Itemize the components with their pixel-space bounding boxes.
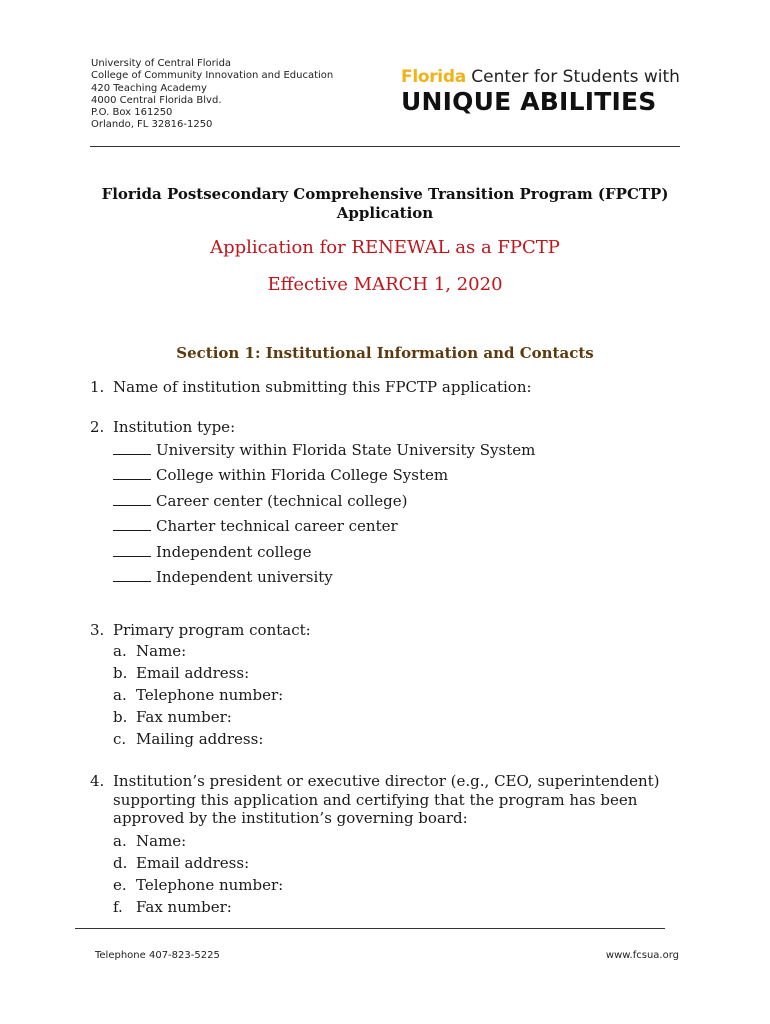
logo-unique-abilities: UNIQUE ABILITIES xyxy=(401,87,657,116)
institution-type-option[interactable] xyxy=(113,542,312,562)
effective-date: Effective MARCH 1, 2020 xyxy=(267,274,503,295)
question-text-line: supporting this application and certifying that the program has been xyxy=(113,790,638,809)
contact-field[interactable] xyxy=(113,729,263,749)
option-label: Independent college xyxy=(156,543,312,561)
question-number: 4. xyxy=(90,772,105,790)
checkbox-blank[interactable] xyxy=(113,440,151,455)
question-4 xyxy=(90,772,690,828)
header-divider xyxy=(90,146,680,147)
question-text: Primary program contact: xyxy=(113,621,311,639)
contact-field[interactable] xyxy=(113,685,283,705)
field-label: Email address: xyxy=(136,854,250,872)
field-label: Telephone number: xyxy=(136,686,284,704)
item-letter: f. xyxy=(113,898,123,916)
item-letter: d. xyxy=(113,854,128,872)
checkbox-blank[interactable] xyxy=(113,567,151,582)
field-label: Fax number: xyxy=(136,708,232,726)
question-number: 3. xyxy=(90,621,105,639)
field-label: Email address: xyxy=(136,664,250,682)
option-label: Independent university xyxy=(156,568,333,586)
footer-telephone: Telephone 407-823-5225 xyxy=(95,950,220,961)
option-label: Charter technical career center xyxy=(156,517,398,535)
checkbox-blank[interactable] xyxy=(113,516,151,531)
question-text: Name of institution submitting this FPCTP application: xyxy=(113,378,532,396)
address-line: College of Community Innovation and Education xyxy=(91,70,334,82)
address-line: Orlando, FL 32816-1250 xyxy=(91,119,213,131)
checkbox-blank[interactable] xyxy=(113,542,151,557)
checkbox-blank[interactable] xyxy=(113,491,151,506)
option-label: College within Florida College System xyxy=(156,466,449,484)
institution-type-option[interactable] xyxy=(113,465,448,485)
item-letter: a. xyxy=(113,832,127,850)
question-text-line: approved by the institution’s governing board: xyxy=(113,809,468,827)
item-letter: a. xyxy=(113,642,127,660)
question-number: 1. xyxy=(90,378,105,396)
question-text-line: Institution’s president or executive director (e.g., CEO, superintendent) xyxy=(113,772,660,790)
institution-type-option[interactable] xyxy=(113,491,407,511)
question-2 xyxy=(90,417,235,437)
institution-type-option[interactable] xyxy=(113,516,398,536)
address-line: 420 Teaching Academy xyxy=(91,82,207,94)
option-label: University within Florida State University System xyxy=(156,441,536,459)
address-line: 4000 Central Florida Blvd. xyxy=(91,94,222,106)
president-field[interactable] xyxy=(113,897,232,917)
contact-field[interactable] xyxy=(113,663,249,683)
logo-top-line xyxy=(401,66,686,88)
question-text xyxy=(113,772,690,828)
footer-website-link[interactable]: www.fcsua.org xyxy=(605,950,679,961)
logo-center-text: Center for Students with xyxy=(465,67,680,87)
president-field[interactable] xyxy=(113,831,186,851)
field-label: Mailing address: xyxy=(136,730,264,748)
item-letter: e. xyxy=(113,876,127,894)
institution-type-option[interactable] xyxy=(113,440,535,460)
address-line: P.O. Box 161250 xyxy=(91,107,173,119)
footer-divider xyxy=(75,928,665,929)
field-label: Name: xyxy=(136,832,187,850)
checkbox-blank[interactable] xyxy=(113,465,151,480)
field-label: Fax number: xyxy=(136,898,232,916)
item-letter: b. xyxy=(113,708,128,726)
president-field[interactable] xyxy=(113,853,249,873)
option-label: Career center (technical college) xyxy=(156,492,408,510)
address-line: University of Central Florida xyxy=(91,58,232,69)
field-label: Telephone number: xyxy=(136,876,284,894)
institution-type-option[interactable] xyxy=(113,567,333,587)
field-label: Name: xyxy=(136,642,187,660)
fcsua-logo xyxy=(401,66,686,116)
section-1-heading: Section 1: Institutional Information and Contacts xyxy=(176,344,594,362)
item-letter: b. xyxy=(113,664,128,682)
logo-florida-word: Florida xyxy=(401,67,466,87)
question-text: Institution type: xyxy=(113,418,236,436)
title-line-2: Application xyxy=(336,204,434,222)
institution-address xyxy=(91,58,333,132)
contact-field[interactable] xyxy=(113,707,232,727)
contact-field[interactable] xyxy=(113,641,186,661)
item-letter: a. xyxy=(113,686,127,704)
item-letter: c. xyxy=(113,730,127,748)
title-line-1: Florida Postsecondary Comprehensive Transition Program (FPCTP) xyxy=(101,185,669,203)
renewal-heading: Application for RENEWAL as a FPCTP xyxy=(210,237,560,258)
president-field[interactable] xyxy=(113,875,283,895)
question-3 xyxy=(90,620,311,640)
document-title xyxy=(60,185,710,223)
question-1 xyxy=(90,377,532,397)
question-number: 2. xyxy=(90,418,105,436)
